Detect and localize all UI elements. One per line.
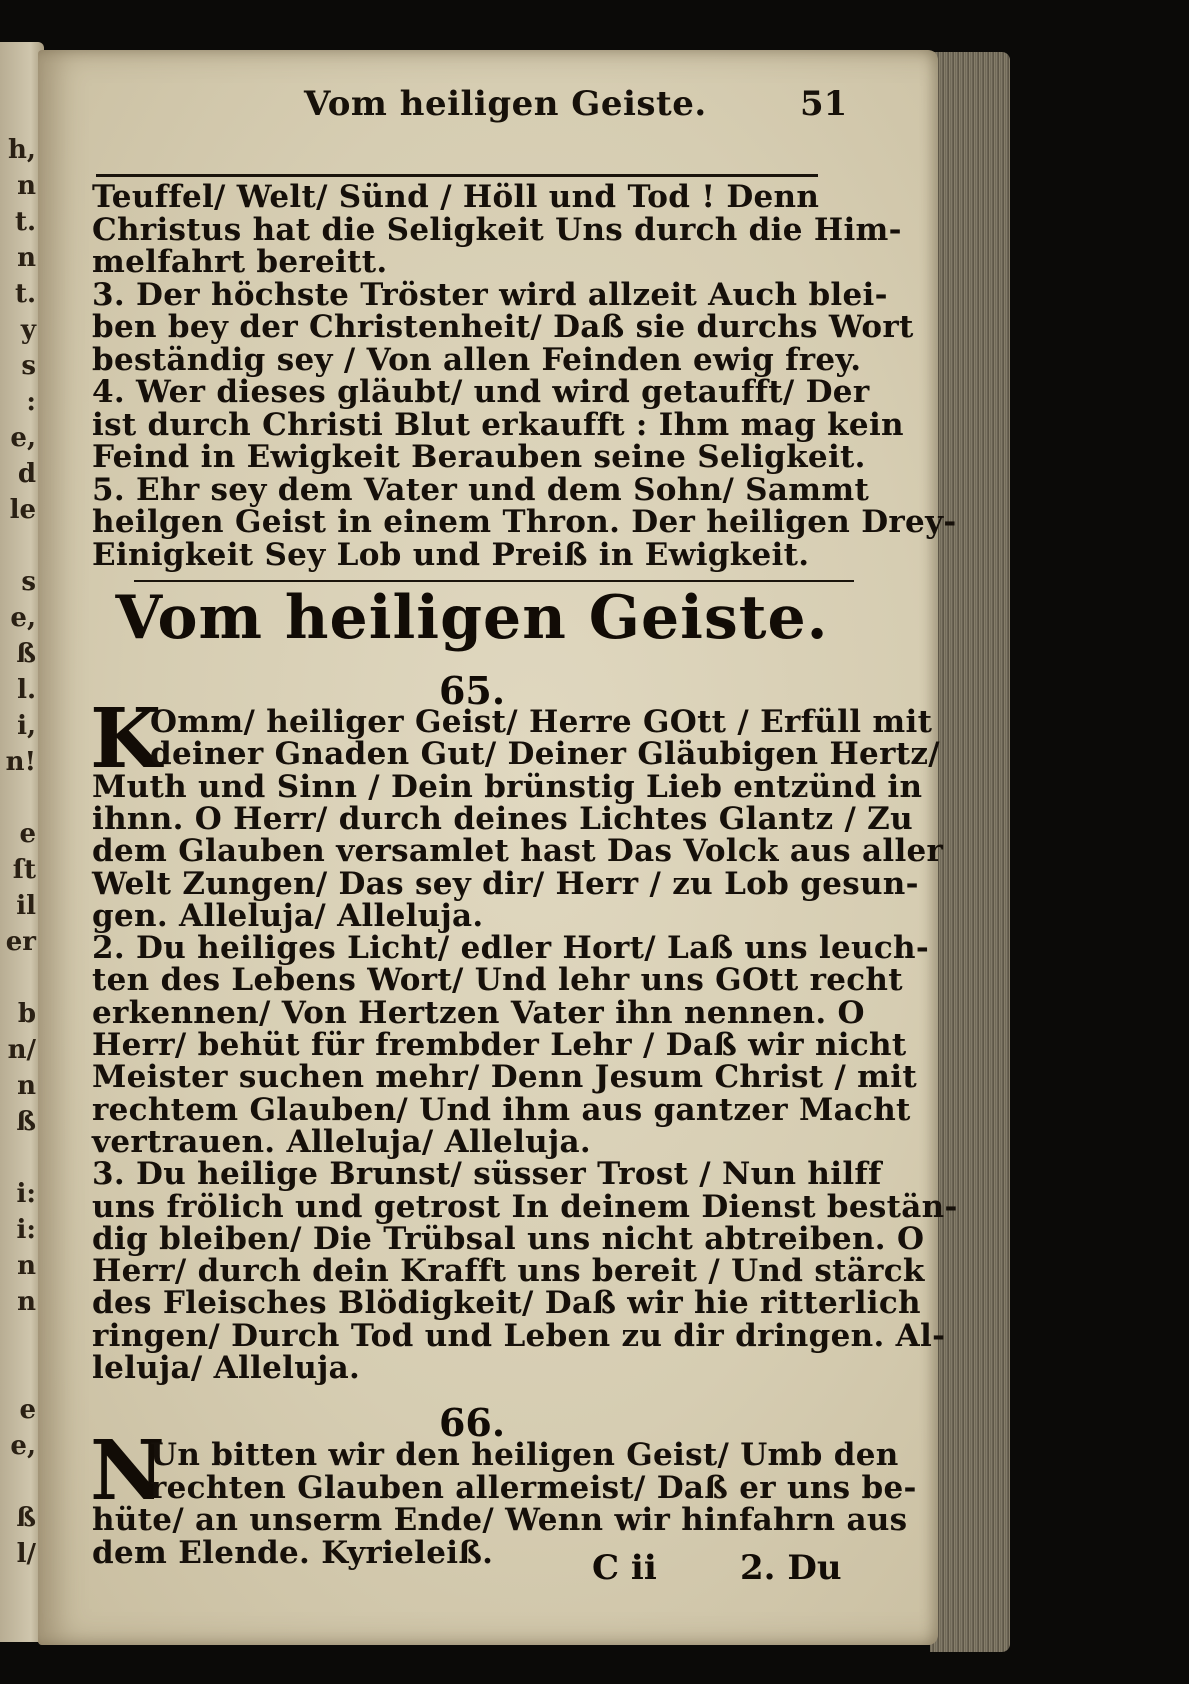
- previous-page-fragment: :: [26, 387, 36, 417]
- text-line: Einigkeit Sey Lob und Preiß in Ewigkeit.: [92, 536, 810, 573]
- text-line: Feind in Ewigkeit Berauben seine Seligkeit.: [92, 439, 866, 475]
- text-line: rechtem Glauben/ Und ihm aus gantzer Macht: [92, 1091, 911, 1128]
- text-line: ihnn. O Herr/ durch deines Lichtes Glantz / Zu: [92, 800, 913, 837]
- text-line: Welt Zungen/ Das sey dir/ Herr / zu Lob gesun-: [92, 865, 919, 902]
- previous-page-fragment: n/: [7, 1035, 36, 1065]
- text-line: erkennen/ Von Hertzen Vater ihn nennen. O: [92, 994, 865, 1031]
- previous-page-fragment: n: [17, 1287, 36, 1317]
- previous-page-fragment: n: [17, 171, 36, 201]
- previous-page-fragment: [2, 960, 42, 996]
- text-line: rechten Glauben allermeist/ Daß er uns be-: [150, 1469, 917, 1506]
- text-line: ringen/ Durch Tod und Leben zu dir dringen. Al-: [92, 1317, 946, 1354]
- running-title: Vom heiligen Geiste.: [304, 84, 707, 124]
- previous-page-fragment: i,: [17, 711, 36, 741]
- previous-page-fragment: [2, 528, 42, 564]
- text-line: 3. Der höchste Tröster wird allzeit Auch blei-: [92, 276, 888, 313]
- text-line: ten des Lebens Wort/ Und lehr uns GOtt recht: [92, 962, 903, 999]
- text-line: des Fleisches Blödigkeit/ Daß wir hie ritterlich: [92, 1285, 921, 1322]
- text-line: Christus hat die Seligkeit Uns durch die Him-: [92, 211, 902, 248]
- previous-page-fragment: n: [17, 1071, 36, 1101]
- book-page: [38, 50, 958, 1645]
- signature-mark: C ii: [592, 1548, 657, 1588]
- text-line: heilgen Geist in einem Thron. Der heiligen Drey-: [92, 504, 957, 540]
- text-line: beständig sey / Von allen Feinden ewig frey.: [92, 341, 862, 378]
- previous-page-fragment: e: [19, 1395, 36, 1425]
- previous-page-fragment: ſt: [12, 855, 36, 885]
- previous-page-fragment: [2, 1320, 42, 1356]
- previous-page-fragment: e: [19, 819, 36, 849]
- hymn-number-65: 65.: [438, 668, 506, 713]
- previous-page-fragment: b: [17, 999, 36, 1029]
- text-line: leluja/ Alleluja.: [92, 1350, 361, 1386]
- section-title: Vom heiligen Geiste.: [115, 583, 829, 653]
- text-line: 5. Ehr sey dem Vater und dem Sohn/ Sammt: [92, 471, 870, 508]
- text-line: gen. Alleluja/ Alleluja.: [92, 897, 484, 934]
- dropcap-65: K: [90, 691, 162, 787]
- text-line: Un bitten wir den heiligen Geist/ Umb den: [150, 1437, 899, 1473]
- page-number: 51: [800, 84, 848, 124]
- text-line: dem Elende. Kyrieleiß.: [92, 1534, 494, 1571]
- previous-page-fragment: t.: [14, 207, 36, 237]
- previous-page-fragment: n!: [5, 747, 36, 777]
- text-line: 3. Du heilige Brunst/ süsser Trost / Nun hilff: [92, 1156, 882, 1193]
- header-rule: [96, 174, 818, 177]
- text-line: vertrauen. Alleluja/ Alleluja.: [92, 1123, 591, 1160]
- previous-page-fragment: t.: [14, 279, 36, 309]
- previous-page-fragment: [2, 1140, 42, 1176]
- previous-page-fragment: er: [5, 927, 36, 957]
- previous-page-fragment: [2, 1356, 42, 1392]
- previous-page-fragment: s: [21, 567, 36, 597]
- previous-page-fragment: h,: [8, 135, 36, 165]
- previous-page-fragment: ß: [16, 639, 36, 669]
- previous-page-fragment: ß: [16, 1107, 36, 1137]
- text-line: ist durch Christi Blut erkaufft : Ihm mag kein: [92, 406, 904, 443]
- catchword: 2. Du: [740, 1548, 842, 1588]
- previous-page-fragment: e,: [10, 603, 36, 633]
- previous-page-fragment: y: [20, 315, 36, 345]
- text-line: uns frölich und getrost In deinem Dienst bestän-: [92, 1188, 958, 1225]
- text-line: dig bleiben/ Die Trübsal uns nicht abtreiben. O: [92, 1220, 925, 1257]
- text-line: 4. Wer dieses gläubt/ und wird getaufft/ Der: [92, 374, 870, 410]
- previous-page-fragment: s: [21, 351, 36, 381]
- text-line: Meister suchen mehr/ Denn Jesum Christ / mit: [92, 1059, 917, 1096]
- text-line: hüte/ an unserm Ende/ Wenn wir hinfahrn aus: [92, 1502, 908, 1538]
- previous-page-fragment: n: [17, 243, 36, 273]
- previous-page-fragment: l/: [16, 1539, 36, 1569]
- previous-page-fragment: i:: [16, 1215, 36, 1245]
- previous-page-fragment: ß: [16, 1503, 36, 1533]
- previous-page-fragment: i:: [16, 1179, 36, 1209]
- text-line: ben bey der Christenheit/ Daß sie durchs Wort: [92, 309, 914, 345]
- previous-page-fragment: l.: [17, 675, 36, 705]
- previous-page-fragment: d: [17, 459, 36, 489]
- section-divider: [134, 580, 854, 582]
- previous-page-fragment: e,: [10, 423, 36, 453]
- text-line: melfahrt bereitt.: [92, 244, 388, 280]
- previous-page-fragment: e,: [10, 1431, 36, 1461]
- previous-page-fragment: [2, 1464, 42, 1500]
- previous-page-fragment: [2, 780, 42, 816]
- previous-page-fragments: [2, 132, 42, 1572]
- text-line: 2. Du heiliges Licht/ edler Hort/ Laß uns leuch-: [92, 930, 930, 967]
- previous-page-fragment: n: [17, 1251, 36, 1281]
- hymn-number-66: 66.: [438, 1400, 506, 1445]
- dropcap-66: N: [90, 1423, 165, 1519]
- text-line: dem Glauben versamlet hast Das Volck aus aller: [92, 833, 944, 870]
- text-line: Herr/ behüt für frembder Lehr / Daß wir nicht: [92, 1027, 907, 1063]
- previous-page-fragment: il: [16, 891, 36, 921]
- text-line: Teuffel/ Welt/ Sünd / Höll und Tod ! Denn: [92, 179, 820, 215]
- previous-page-fragment: le: [9, 495, 36, 525]
- text-line: deiner Gnaden Gut/ Deiner Gläubigen Hertz/: [150, 736, 940, 773]
- text-line: Herr/ durch dein Krafft uns bereit / Und stärck: [92, 1253, 925, 1290]
- text-line: Omm/ heiliger Geist/ Herre GOtt / Erfüll mit: [150, 704, 933, 740]
- text-line: Muth und Sinn / Dein brünstig Lieb entzünd in: [92, 768, 923, 805]
